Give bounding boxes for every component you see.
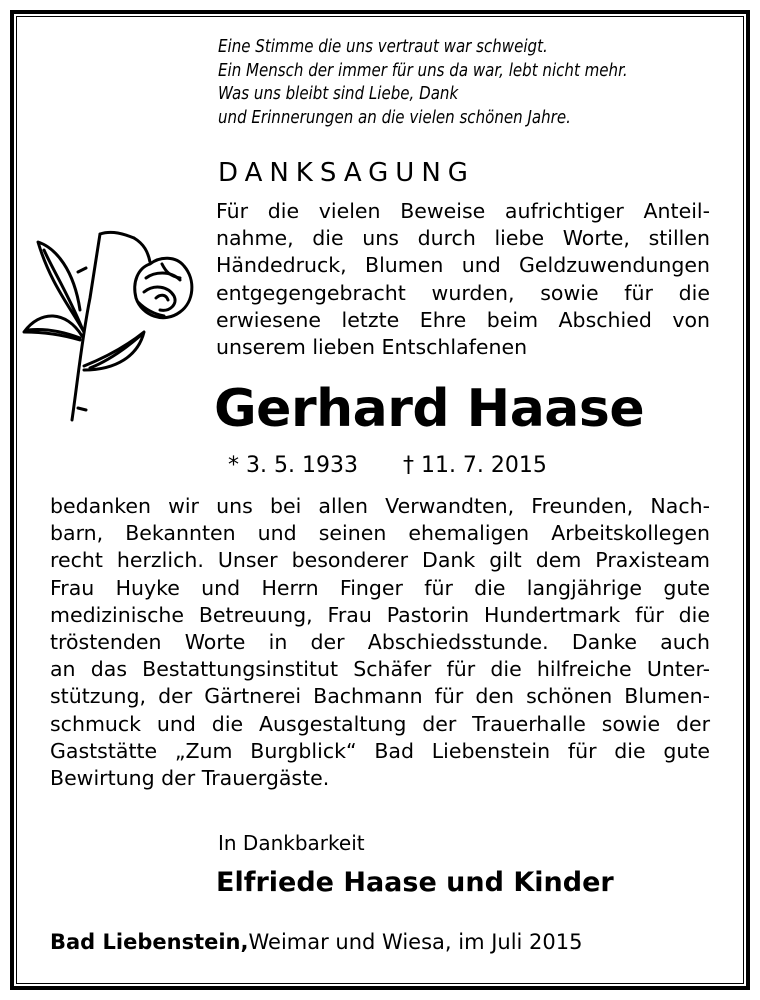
intro-line: Händedruck, Blumen und Geldzuwendungen <box>216 253 710 278</box>
body-line: Gaststätte „Zum Burgblick“ Bad Liebenstein für die gute <box>50 738 710 763</box>
intro-line: entgegengebracht wurden, sowie für die <box>216 280 710 305</box>
intro-line: Für die vielen Beweise aufrichtiger Anteil- <box>216 199 710 223</box>
poem-line: Was uns bleibt sind Liebe, Dank <box>218 84 459 104</box>
death-date: † 11. 7. 2015 <box>402 453 547 478</box>
heading-danksagung: DANKSAGUNG <box>218 158 475 188</box>
poem <box>218 36 631 130</box>
poem-line: und Erinnerungen an die vielen schönen Jahre. <box>218 107 571 128</box>
place-date-line <box>50 928 583 956</box>
place-primary: Bad Liebenstein, <box>50 930 249 954</box>
rose-icon <box>20 228 210 428</box>
intro-line: erwiesene letzte Ehre beim Abschied von <box>216 307 710 332</box>
intro-line: nahme, die uns durch liebe Worte, stillen <box>216 226 710 251</box>
body-line: medizinische Betreuung, Frau Pastorin Hundertmark für die <box>50 602 710 627</box>
body-line: schmuck und die Ausgestaltung der Trauerhalle sowie der <box>50 711 710 736</box>
body-line: an das Bestattungsinstitut Schäfer für die hilfreiche Unter- <box>50 657 710 682</box>
body-text <box>50 493 710 792</box>
birth-date: * 3. 5. 1933 <box>228 453 358 478</box>
intro-line: unserem lieben Entschlafenen <box>216 335 528 360</box>
intro-text <box>216 198 710 361</box>
body-line: tröstenden Worte in der Abschiedsstunde. Danke auch <box>50 630 710 655</box>
signers: Elfriede Haase und Kinder <box>216 867 614 898</box>
place-secondary: Weimar und Wiesa, im Juli 2015 <box>248 930 583 954</box>
body-line: barn, Bekannten und seinen ehemaligen Arbeitskollegen <box>50 521 710 546</box>
body-line: bedanken wir uns bei allen Verwandten, Freunden, Nach- <box>50 494 710 518</box>
poem-line: Ein Mensch der immer für uns da war, lebt nicht mehr. <box>218 60 628 81</box>
life-dates <box>228 452 648 480</box>
closing-phrase: In Dankbarkeit <box>218 831 365 855</box>
body-line: stützung, der Gärtnerei Bachmann für den schönen Blumen- <box>50 684 710 709</box>
body-line: Frau Huyke und Herrn Finger für die langjährige gute <box>50 575 710 600</box>
body-line: recht herzlich. Unser besonderer Dank gilt dem Praxisteam <box>50 548 710 573</box>
poem-line: Eine Stimme die uns vertraut war schweigt. <box>218 37 548 57</box>
deceased-name: Gerhard Haase <box>214 379 645 439</box>
body-line: Bewirtung der Trauergäste. <box>50 766 330 791</box>
